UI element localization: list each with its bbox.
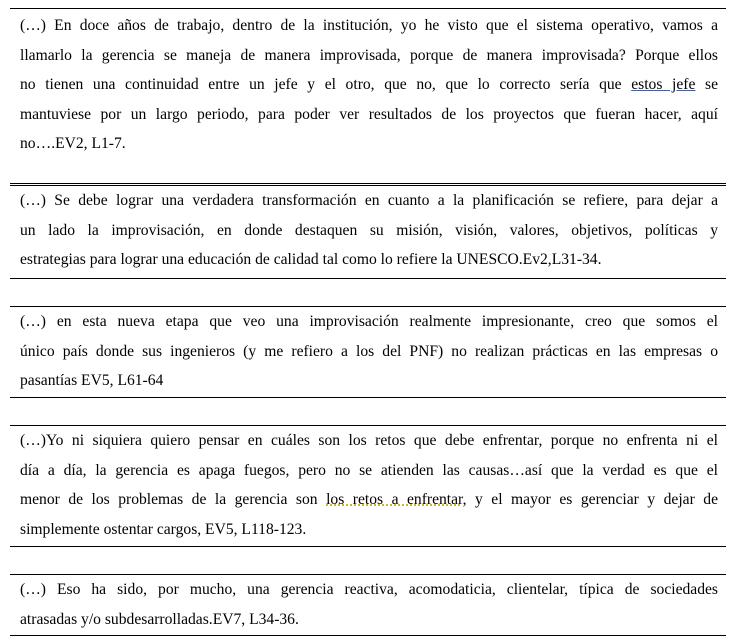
quote-line: no tienen una continuidad entre un jefe y el otro, que no, que lo correcto sería que estos jefe se: [20, 76, 718, 93]
quote-line: (…) Se debe lograr una verdadera transformación en cuanto a la planificación se refiere, para dejar a: [20, 192, 718, 209]
quote-line: no….EV2, L1-7.: [20, 135, 126, 152]
quote-line: atrasadas y/o subdesarrolladas.EV7, L34-36.: [20, 610, 299, 628]
quote-line: (…) Eso ha sido, por mucho, una gerencia reactiva, acomodaticia, clientelar, típica de sociedades: [20, 581, 718, 598]
quote-line: (…) en esta nueva etapa que veo una improvisación realmente impresionante, creo que somos el: [20, 313, 718, 330]
quote-line: llamarlo la gerencia se maneja de manera improvisada, porque de manera improvisada? Porque ellos: [20, 46, 718, 64]
quote-line: simplemente ostentar cargos, EV5, L118-123.: [20, 520, 307, 538]
quote-line: un lado la improvisación, en donde destaquen su misión, visión, valores, objetivos, políticas y: [20, 221, 718, 239]
underlined-phrase: los retos a enfrentar: [326, 491, 463, 508]
quote-line: pasantías EV5, L61-64: [20, 372, 164, 389]
quote-line: día a día, la gerencia es apaga fuegos, pero no se atienden las causas…así que la verdad es que el: [20, 461, 718, 479]
quote-block-4: [10, 425, 726, 547]
quote-line: único país donde sus ingenieros (y me refiero a los del PNF) no realizan prácticas en las empresas o: [20, 342, 718, 360]
quote-line: mantuviese por un largo periodo, para poder ver resultados de los proyectos que fueran hacer, aquí: [20, 105, 718, 123]
quote-line: (…) En doce años de trabajo, dentro de la institución, yo he visto que el sistema operativo, vamos a: [20, 17, 718, 34]
quote-block-2: [10, 185, 726, 279]
quote-line: (…)Yo ni siquiera quiero pensar en cuáles son los retos que debe enfrentar, porque no enfrenta ni el: [20, 432, 718, 449]
quote-line: estrategias para lograr una educación de calidad tal como lo refiere la UNESCO.Ev2,L31-34.: [20, 251, 602, 268]
underlined-phrase: estos jefe: [631, 76, 696, 93]
quote-block-1: [10, 8, 726, 184]
quote-line: menor de los problemas de la gerencia son los retos a enfrentar, y el mayor es gerenciar y dejar de: [20, 491, 718, 508]
quote-block-5: [10, 574, 726, 636]
quote-block-3: [10, 306, 726, 398]
